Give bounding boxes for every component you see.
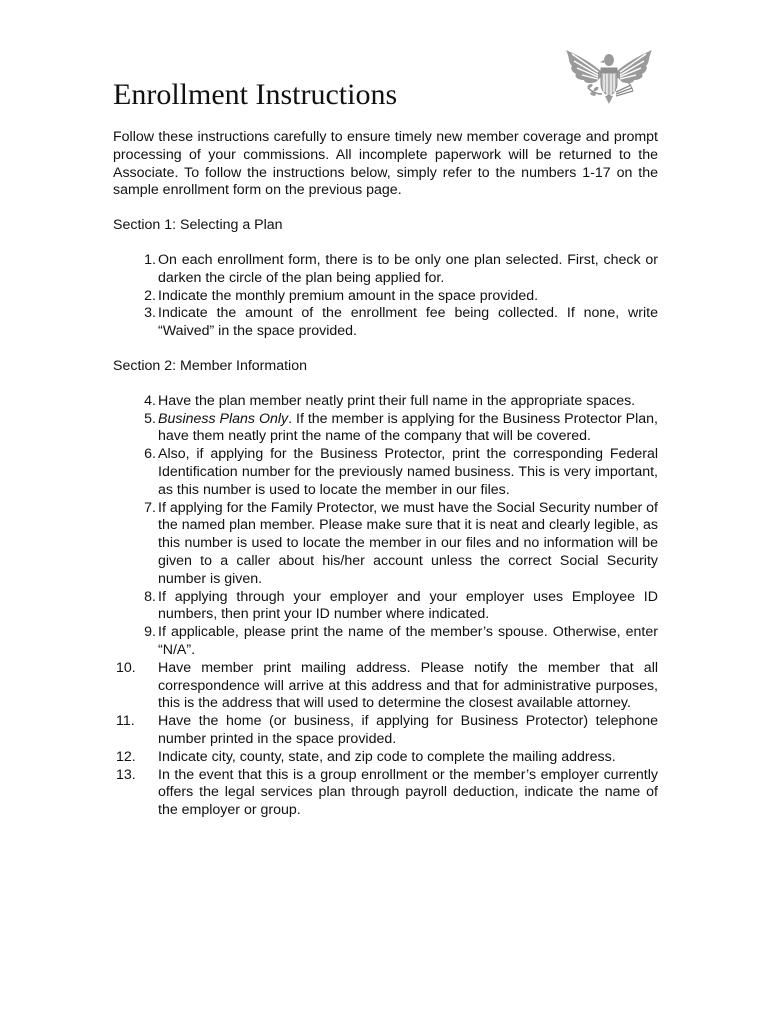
list-item — [113, 411, 658, 447]
list-item-number: 11. — [116, 713, 135, 730]
list-item — [113, 767, 658, 820]
list-item-text: Indicate the amount of the enrollment fee being collected. If none, write “Waived” in the space provided. — [158, 305, 658, 340]
list-item-number: 13. — [116, 766, 136, 783]
list-item — [113, 393, 658, 411]
section-2-heading: Section 2: Member Information — [113, 357, 307, 374]
list-item — [113, 589, 658, 625]
list-item — [113, 252, 658, 288]
section-1-list — [113, 252, 658, 341]
list-item-number: 10. — [116, 659, 136, 676]
list-item — [113, 624, 658, 660]
list-item — [113, 305, 658, 341]
list-item-number: 4. — [144, 392, 156, 409]
list-item-text: Also, if applying for the Business Protector, print the corresponding Federal Identification number for the previously named business. This is very important, as this number is used to locate the member in our files. — [158, 446, 658, 498]
list-item-number: 7. — [144, 499, 156, 516]
list-item-text: Have the plan member neatly print their full name in the appropriate spaces. — [158, 392, 636, 409]
list-item-number: 5. — [144, 410, 156, 427]
list-item-lead: Business Plans Only — [158, 410, 289, 427]
section-1-heading: Section 1: Selecting a Plan — [113, 217, 283, 234]
intro-paragraph: Follow these instructions carefully to ensure timely new member coverage and prompt processing of your commissions. All incomplete paperwork will be returned to the Associate. To follow the instructions below, simply refer to the numbers 1-17 on the sample enrollment form on the previous page. — [113, 129, 658, 199]
page-title: Enrollment Instructions — [113, 78, 398, 111]
list-item-text: Indicate the monthly premium amount in the space provided. — [158, 287, 539, 304]
list-item-number: 1. — [144, 251, 156, 268]
list-item-number: 8. — [144, 588, 156, 605]
list-item-text: Indicate city, county, state, and zip code to complete the mailing address. — [158, 748, 616, 765]
list-item — [113, 660, 658, 713]
list-item-number: 9. — [144, 624, 156, 641]
section-2-list — [113, 393, 658, 820]
list-item-number: 2. — [144, 287, 156, 304]
list-item-number: 12. — [116, 748, 136, 765]
list-item-text: On each enrollment form, there is to be only one plan selected. First, check or darken the circle of the plan being applied for. — [158, 251, 658, 286]
instructions-body — [113, 129, 658, 820]
eagle-seal-icon — [558, 44, 660, 108]
list-item-text: If applying for the Family Protector, we must have the Social Security number of the named plan member. Please make sure that it is neat and clearly legible, as this number is used to locate the member in our files and no information will be given to a caller about his/her account unless the correct Social Security number is given. — [158, 499, 658, 587]
list-item-text: Have the home (or business, if applying for Business Protector) telephone number printed in the space provided. — [158, 713, 658, 747]
list-item — [113, 713, 658, 749]
list-item — [113, 749, 658, 767]
list-item — [113, 500, 658, 589]
list-item-text: If applying through your employer and your employer uses Employee ID numbers, then print your ID number where indicated. — [158, 588, 658, 623]
list-item-text: Have member print mailing address. Please notify the member that all correspondence will arrive at this address and that for administrative purposes, this is the address that will used to determine the closest available attorney. — [158, 659, 658, 712]
list-item-number: 6. — [144, 446, 156, 463]
list-item-text: . If the member is applying for the Business Protector Plan, have them neatly print the name of the company that will be covered. — [158, 410, 658, 445]
list-item-text: If applicable, please print the name of the member’s spouse. Otherwise, enter “N/A”. — [158, 624, 658, 658]
list-item-number: 3. — [144, 305, 156, 322]
list-item — [113, 446, 658, 499]
list-item — [113, 288, 658, 306]
list-item-text: In the event that this is a group enrollment or the member’s employer currently offers the legal services plan through payroll deduction, indicate the name of the employer or group. — [158, 766, 658, 819]
